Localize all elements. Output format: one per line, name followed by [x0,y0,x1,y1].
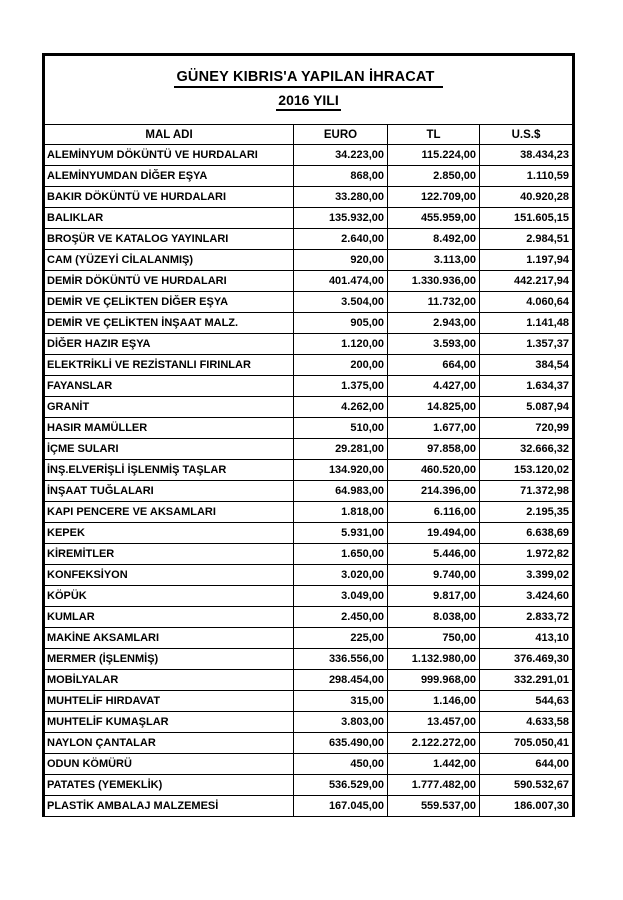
tl-value-cell: 460.520,00 [388,460,480,481]
euro-value-cell: 298.454,00 [294,670,388,691]
table-row [44,250,574,271]
usd-value-cell: 2.195,35 [480,502,574,523]
euro-value-cell: 450,00 [294,754,388,775]
table-row [44,586,574,607]
product-name-cell: DEMİR VE ÇELİKTEN DİĞER EŞYA [44,292,294,313]
usd-value-cell: 413,10 [480,628,574,649]
tl-value-cell: 4.427,00 [388,376,480,397]
usd-value-cell: 442.217,94 [480,271,574,292]
product-name-cell: DİĞER HAZIR EŞYA [44,334,294,355]
column-header-euro: EURO [294,125,388,145]
tl-value-cell: 3.593,00 [388,334,480,355]
table-title-row [44,55,574,125]
tl-value-cell: 5.446,00 [388,544,480,565]
usd-value-cell: 6.638,69 [480,523,574,544]
table-row [44,565,574,586]
table-row [44,649,574,670]
table-row [44,796,574,817]
euro-value-cell: 401.474,00 [294,271,388,292]
usd-value-cell: 153.120,02 [480,460,574,481]
tl-value-cell: 1.330.936,00 [388,271,480,292]
tl-value-cell: 664,00 [388,355,480,376]
euro-value-cell: 868,00 [294,166,388,187]
usd-value-cell: 3.399,02 [480,565,574,586]
table-row [44,376,574,397]
euro-value-cell: 167.045,00 [294,796,388,817]
product-name-cell: PATATES (YEMEKLİK) [44,775,294,796]
tl-value-cell: 19.494,00 [388,523,480,544]
euro-value-cell: 34.223,00 [294,145,388,166]
euro-value-cell: 134.920,00 [294,460,388,481]
product-name-cell: GRANİT [44,397,294,418]
page-subtitle-year: 2016 YILI [276,92,340,111]
euro-value-cell: 3.049,00 [294,586,388,607]
usd-value-cell: 332.291,01 [480,670,574,691]
product-name-cell: MERMER (İŞLENMİŞ) [44,649,294,670]
table-row [44,292,574,313]
euro-value-cell: 3.020,00 [294,565,388,586]
table-row [44,712,574,733]
product-name-cell: MUHTELİF KUMAŞLAR [44,712,294,733]
tl-value-cell: 97.858,00 [388,439,480,460]
usd-value-cell: 151.605,15 [480,208,574,229]
usd-value-cell: 1.197,94 [480,250,574,271]
column-header-mal-adi: MAL ADI [44,125,294,145]
table-row [44,418,574,439]
tl-value-cell: 750,00 [388,628,480,649]
euro-value-cell: 135.932,00 [294,208,388,229]
tl-value-cell: 1.777.482,00 [388,775,480,796]
euro-value-cell: 536.529,00 [294,775,388,796]
product-name-cell: KÖPÜK [44,586,294,607]
product-name-cell: BAKIR DÖKÜNTÜ VE HURDALARI [44,187,294,208]
table-header-row [44,125,574,145]
product-name-cell: ODUN KÖMÜRÜ [44,754,294,775]
euro-value-cell: 905,00 [294,313,388,334]
table-row [44,691,574,712]
usd-value-cell: 186.007,30 [480,796,574,817]
euro-value-cell: 225,00 [294,628,388,649]
usd-value-cell: 544,63 [480,691,574,712]
product-name-cell: MOBİLYALAR [44,670,294,691]
product-name-cell: İNŞAAT TUĞLALARI [44,481,294,502]
product-name-cell: KUMLAR [44,607,294,628]
tl-value-cell: 1.146,00 [388,691,480,712]
tl-value-cell: 3.113,00 [388,250,480,271]
table-row [44,607,574,628]
tl-value-cell: 9.817,00 [388,586,480,607]
usd-value-cell: 720,99 [480,418,574,439]
column-header-usd: U.S.$ [480,125,574,145]
table-row [44,439,574,460]
table-row [44,334,574,355]
product-name-cell: ELEKTRİKLİ VE REZİSTANLI FIRINLAR [44,355,294,376]
table-row [44,733,574,754]
product-name-cell: İÇME SULARI [44,439,294,460]
usd-value-cell: 1.972,82 [480,544,574,565]
table-row [44,229,574,250]
product-name-cell: İNŞ.ELVERİŞLİ İŞLENMİŞ TAŞLAR [44,460,294,481]
euro-value-cell: 1.120,00 [294,334,388,355]
euro-value-cell: 2.450,00 [294,607,388,628]
product-name-cell: BROŞÜR VE KATALOG YAYINLARI [44,229,294,250]
table-row [44,355,574,376]
column-header-tl: TL [388,125,480,145]
table-row [44,754,574,775]
usd-value-cell: 705.050,41 [480,733,574,754]
tl-value-cell: 8.492,00 [388,229,480,250]
product-name-cell: KEPEK [44,523,294,544]
usd-value-cell: 590.532,67 [480,775,574,796]
usd-value-cell: 1.110,59 [480,166,574,187]
product-name-cell: KONFEKSİYON [44,565,294,586]
page-title: GÜNEY KIBRIS'A YAPILAN İHRACAT [174,69,442,88]
usd-value-cell: 2.833,72 [480,607,574,628]
euro-value-cell: 5.931,00 [294,523,388,544]
usd-value-cell: 71.372,98 [480,481,574,502]
table-row [44,523,574,544]
table-row [44,145,574,166]
table-row [44,313,574,334]
tl-value-cell: 455.959,00 [388,208,480,229]
tl-value-cell: 6.116,00 [388,502,480,523]
usd-value-cell: 3.424,60 [480,586,574,607]
product-name-cell: MUHTELİF HIRDAVAT [44,691,294,712]
euro-value-cell: 29.281,00 [294,439,388,460]
usd-value-cell: 384,54 [480,355,574,376]
tl-value-cell: 999.968,00 [388,670,480,691]
tl-value-cell: 115.224,00 [388,145,480,166]
euro-value-cell: 1.375,00 [294,376,388,397]
table-row [44,166,574,187]
table-row [44,502,574,523]
tl-value-cell: 13.457,00 [388,712,480,733]
usd-value-cell: 5.087,94 [480,397,574,418]
euro-value-cell: 33.280,00 [294,187,388,208]
product-name-cell: DEMİR VE ÇELİKTEN İNŞAAT MALZ. [44,313,294,334]
table-body [44,145,574,817]
tl-value-cell: 11.732,00 [388,292,480,313]
euro-value-cell: 200,00 [294,355,388,376]
tl-value-cell: 559.537,00 [388,796,480,817]
product-name-cell: KİREMİTLER [44,544,294,565]
product-name-cell: FAYANSLAR [44,376,294,397]
usd-value-cell: 1.357,37 [480,334,574,355]
tl-value-cell: 2.122.272,00 [388,733,480,754]
table-row [44,187,574,208]
product-name-cell: BALIKLAR [44,208,294,229]
euro-value-cell: 4.262,00 [294,397,388,418]
product-name-cell: HASIR MAMÜLLER [44,418,294,439]
tl-value-cell: 214.396,00 [388,481,480,502]
usd-value-cell: 2.984,51 [480,229,574,250]
euro-value-cell: 3.504,00 [294,292,388,313]
product-name-cell: MAKİNE AKSAMLARI [44,628,294,649]
euro-value-cell: 510,00 [294,418,388,439]
usd-value-cell: 38.434,23 [480,145,574,166]
product-name-cell: NAYLON ÇANTALAR [44,733,294,754]
usd-value-cell: 376.469,30 [480,649,574,670]
euro-value-cell: 64.983,00 [294,481,388,502]
usd-value-cell: 40.920,28 [480,187,574,208]
table-row [44,775,574,796]
usd-value-cell: 4.060,64 [480,292,574,313]
product-name-cell: DEMİR DÖKÜNTÜ VE HURDALARI [44,271,294,292]
table-row [44,208,574,229]
table-row [44,670,574,691]
table-row [44,628,574,649]
table-row [44,544,574,565]
euro-value-cell: 336.556,00 [294,649,388,670]
export-table [42,53,575,817]
tl-value-cell: 1.132.980,00 [388,649,480,670]
tl-value-cell: 122.709,00 [388,187,480,208]
tl-value-cell: 8.038,00 [388,607,480,628]
usd-value-cell: 32.666,32 [480,439,574,460]
product-name-cell: ALEMİNYUM DÖKÜNTÜ VE HURDALARI [44,145,294,166]
usd-value-cell: 1.634,37 [480,376,574,397]
product-name-cell: KAPI PENCERE VE AKSAMLARI [44,502,294,523]
product-name-cell: CAM (YÜZEYİ CİLALANMIŞ) [44,250,294,271]
table-row [44,271,574,292]
tl-value-cell: 2.850,00 [388,166,480,187]
euro-value-cell: 3.803,00 [294,712,388,733]
tl-value-cell: 2.943,00 [388,313,480,334]
table-row [44,481,574,502]
tl-value-cell: 14.825,00 [388,397,480,418]
euro-value-cell: 1.650,00 [294,544,388,565]
usd-value-cell: 1.141,48 [480,313,574,334]
euro-value-cell: 2.640,00 [294,229,388,250]
euro-value-cell: 635.490,00 [294,733,388,754]
table-row [44,460,574,481]
table-row [44,397,574,418]
tl-value-cell: 9.740,00 [388,565,480,586]
table-title-cell [44,55,574,125]
usd-value-cell: 644,00 [480,754,574,775]
euro-value-cell: 1.818,00 [294,502,388,523]
tl-value-cell: 1.442,00 [388,754,480,775]
euro-value-cell: 920,00 [294,250,388,271]
product-name-cell: PLASTİK AMBALAJ MALZEMESİ [44,796,294,817]
product-name-cell: ALEMİNYUMDAN DİĞER EŞYA [44,166,294,187]
usd-value-cell: 4.633,58 [480,712,574,733]
tl-value-cell: 1.677,00 [388,418,480,439]
euro-value-cell: 315,00 [294,691,388,712]
